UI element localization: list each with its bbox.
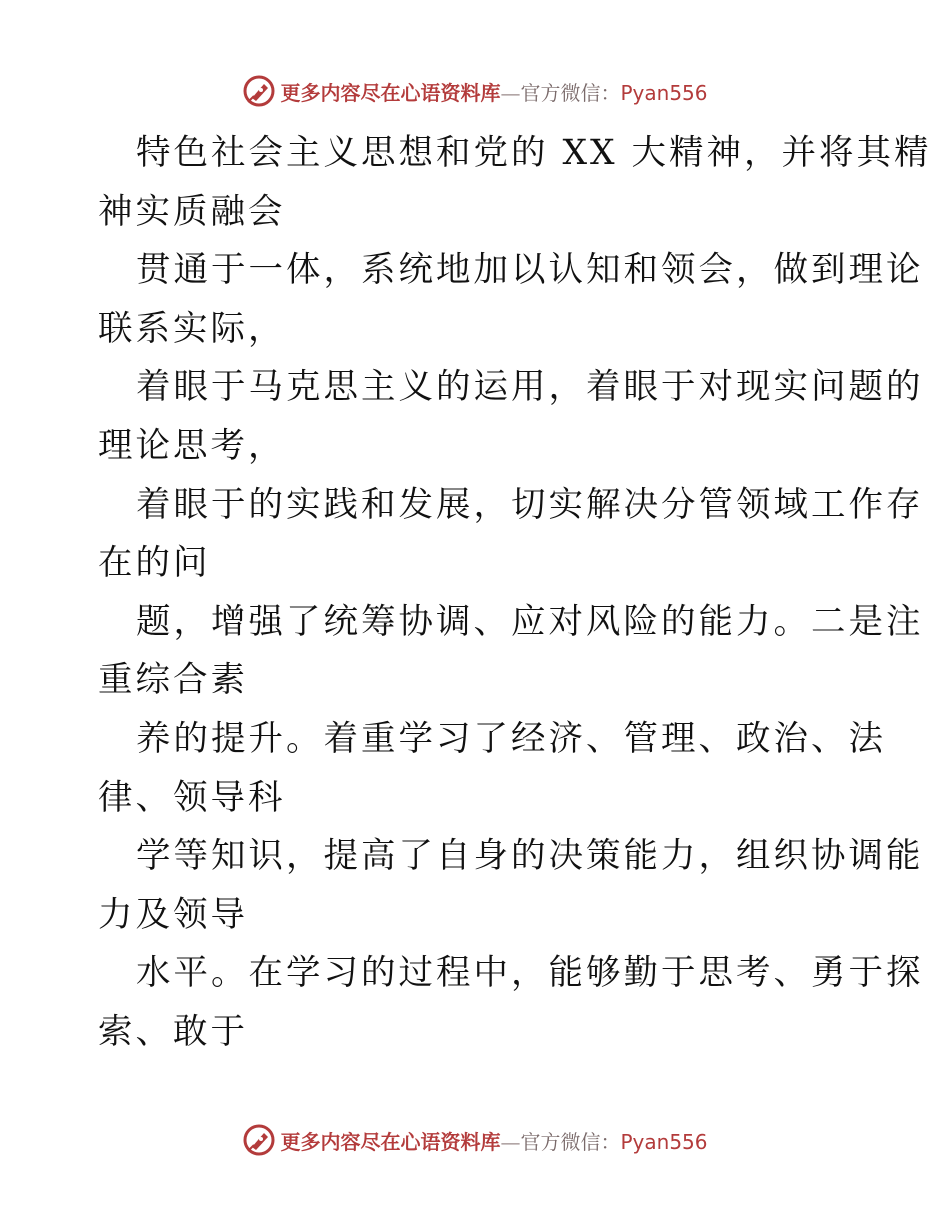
paragraph-line: 在的问 — [98, 543, 211, 584]
paragraph-line: 索、敢于 — [98, 1011, 248, 1052]
banner-dash: — — [500, 1129, 521, 1154]
paragraph-line: 学等知识，提高了自身的决策能力，组织协调能 — [136, 836, 924, 877]
banner-dash: — — [500, 80, 521, 105]
paragraph-line: 力及领导 — [98, 894, 248, 935]
paragraph-line: 水平。在学习的过程中，能够勤于思考、勇于探 — [136, 953, 924, 994]
paragraph-line: 养的提升。着重学习了经济、管理、政治、法 — [136, 718, 886, 759]
paragraph-line: 着眼于马克思主义的运用，着眼于对现实问题的 — [136, 367, 924, 408]
banner-label: 官方微信： — [520, 80, 621, 105]
paragraph-line: 律、领导科 — [98, 777, 286, 818]
paragraph-line: 神实质融会 — [98, 191, 286, 232]
paragraph-line: 重综合素 — [98, 660, 248, 701]
footer-banner — [0, 1120, 950, 1160]
paragraph-line: 特色社会主义思想和党的 XX 大精神，并将其精 — [136, 133, 932, 173]
paragraph-line: 联系实际， — [98, 308, 286, 349]
banner-wechat-id: Pyan556 — [620, 80, 708, 105]
banner-label: 官方微信： — [520, 1129, 621, 1154]
paragraph-line: 理论思考， — [98, 425, 286, 466]
header-banner — [0, 71, 950, 111]
paragraph-line: 题，增强了统筹协调、应对风险的能力。二是注 — [136, 601, 924, 642]
paragraph-line: 着眼于的实践和发展，切实解决分管领域工作存 — [136, 484, 924, 525]
banner-title: 更多内容尽在心语资料库 — [280, 80, 501, 105]
paragraph-line: 贯通于一体，系统地加以认知和领会，做到理论 — [136, 250, 924, 291]
banner-title: 更多内容尽在心语资料库 — [280, 1129, 501, 1154]
banner-wechat-id: Pyan556 — [620, 1129, 708, 1154]
pen-nib-circle-icon — [242, 74, 276, 108]
pen-nib-circle-icon — [242, 1123, 276, 1157]
document-body — [98, 124, 932, 1062]
